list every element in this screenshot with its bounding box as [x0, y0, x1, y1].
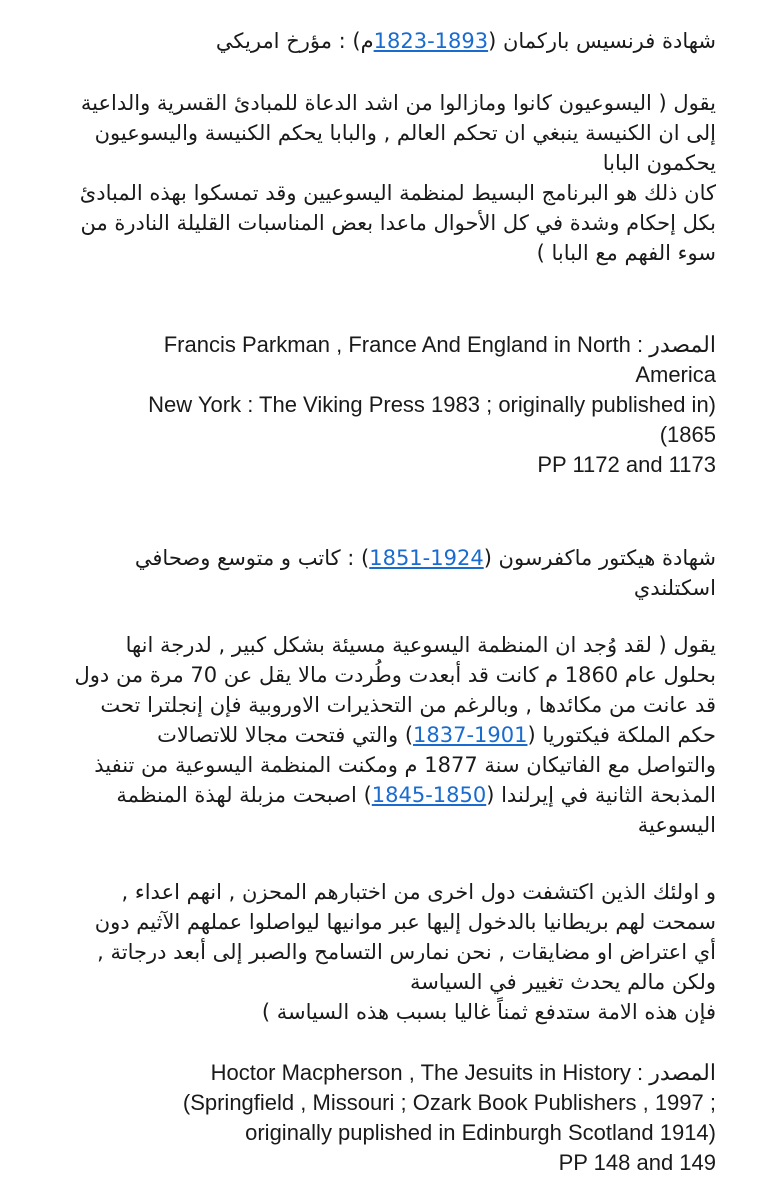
quote-line: فإن هذه الامة ستدفع ثمناً غاليا بسبب هذه السياسة ): [261, 1000, 716, 1024]
years-link-1837-1901[interactable]: 1837-1901: [413, 723, 528, 747]
section1-title: شهادة فرنسيس باركمان (1823-1893م) : مؤرخ امريكي: [50, 26, 716, 56]
years-link-1845-1850[interactable]: 1845-1850: [371, 783, 487, 807]
quote-line: بكل إحكام وشدة في كل الأحوال ماعدا بعض المناسبات القليلة النادرة من: [80, 211, 716, 235]
source-label: المصدر :: [636, 1060, 716, 1085]
source-line: المصدر : Francis Parkman , France And England in North: [163, 332, 716, 357]
quote-line: يقول ( اليسوعيون كانوا ومازالوا من اشد الدعاة للمبادئ القسرية والداعية: [80, 91, 716, 115]
source-label: المصدر :: [636, 332, 716, 357]
quote-line: قد عانت من مكائدها , وبالرغم من التحذيرات الاوروبية فإن إنجلترا تحت: [100, 693, 716, 717]
quote-line: حكم الملكة فيكتوريا (1837-1901) والتي فتحت مجالا للاتصالات: [50, 720, 716, 750]
source-line: America: [635, 362, 716, 387]
section1-quote: [50, 88, 716, 268]
quote-line: إلى ان الكنيسة ينبغي ان تحكم العالم , والبابا يحكم الكنيسة واليسوعيون: [94, 121, 716, 145]
source-line: (1865: [659, 422, 716, 447]
quote-line: يحكمون البابا: [602, 151, 716, 175]
quote-line: المذبحة الثانية في إيرلندا (1845-1850) اصبحت مزبلة لهذة المنظمة: [50, 780, 716, 810]
quote-line: اليسوعية: [637, 813, 716, 837]
quote-line: كان ذلك هو البرنامج البسيط لمنظمة اليسوعيين وقد تمسكوا بهذه المبادئ: [79, 181, 716, 205]
source-line: originally puplished in Edinburgh Scotland 1914): [245, 1120, 716, 1145]
quote-line: بحلول عام 1860 م كانت قد أبعدت وطُردت مالا يقل عن 70 مرة من دول: [74, 663, 716, 687]
quote-line: و اولئك الذين اكتشفت دول اخرى من اختبارهم المحزن , انهم اعداء ,: [121, 880, 716, 904]
years-link-1823-1893[interactable]: 1823-1893: [373, 29, 489, 53]
section2-quote: [50, 630, 716, 840]
quote-line: سمحت لهم بريطانيا بالدخول إليها عبر موانيها ليواصلوا عملهم الآثيم دون: [94, 910, 716, 934]
source-line: PP 148 and 149: [558, 1150, 716, 1175]
section2-title: شهادة هيكتور ماكفرسون (1851-1924) : كاتب و متوسع وصحافي اسكتلندي: [50, 543, 716, 603]
section1-source: [50, 330, 716, 480]
source-line: (Springfield , Missouri ; Ozark Book Publishers , 1997 ;: [182, 1090, 716, 1115]
section2-quote-continued: [50, 877, 716, 1027]
quote-line: ولكن مالم يحدث تغيير في السياسة: [409, 970, 716, 994]
quote-line: يقول ( لقد وُجد ان المنظمة اليسوعية مسيئة بشكل كبير , لدرجة انها: [125, 633, 716, 657]
section2-source: [50, 1058, 716, 1178]
quote-line: والتواصل مع الفاتيكان سنة 1877 م ومكنت المنظمة اليسوعية من تنفيذ: [94, 753, 716, 777]
source-line: PP 1172 and 1173: [537, 452, 716, 477]
source-line: المصدر : Hoctor Macpherson , The Jesuits in History: [210, 1060, 716, 1085]
years-link-1851-1924[interactable]: 1851-1924: [369, 546, 484, 570]
source-line: New York : The Viking Press 1983 ; originally published in): [148, 392, 716, 417]
quote-line: سوء الفهم مع البابا ): [536, 241, 716, 265]
quote-line: أي اعتراض او مضايقات , نحن نمارس التسامح والصبر إلى أبعد درجاتة ,: [97, 940, 716, 964]
